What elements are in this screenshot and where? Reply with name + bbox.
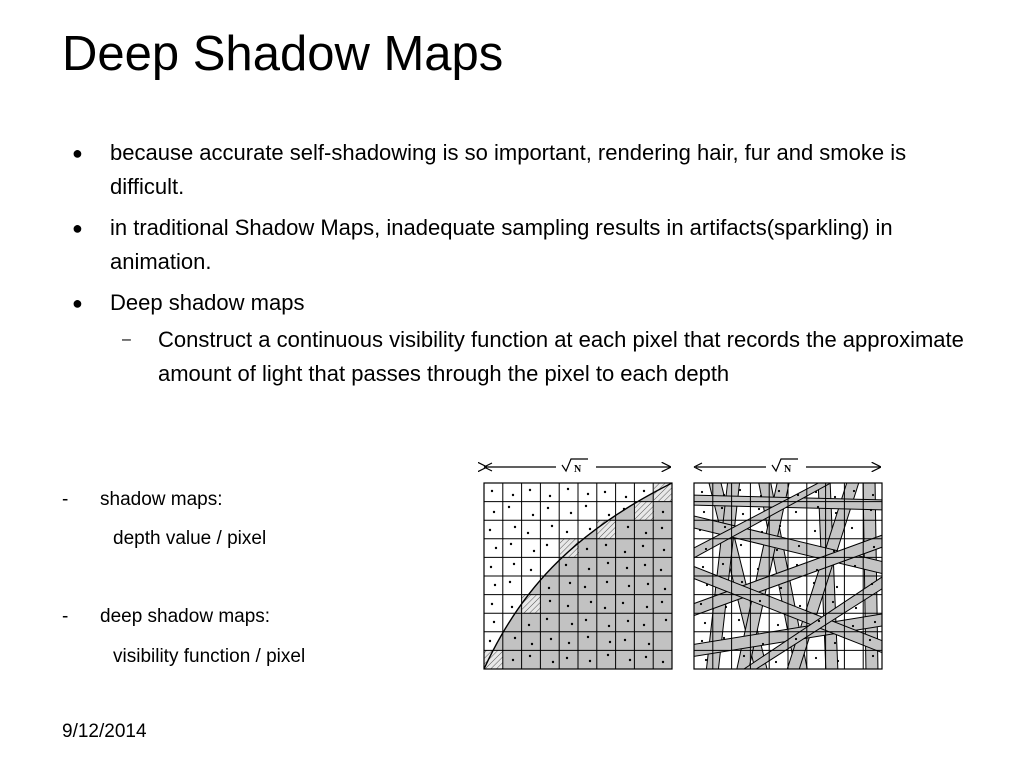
note-shadow-maps-label: shadow maps: [100,489,223,510]
note-deep-shadow-maps-detail: visibility function / pixel [113,646,306,667]
bullet-text: Deep shadow maps [110,290,305,315]
bullet-item [70,211,970,279]
bullet-item [70,136,970,204]
bullet-dot-icon: ● [72,143,83,163]
sub-bullet-dash-icon: – [122,331,131,348]
right-sqrt-n-label: N [784,464,792,475]
note-deep-shadow-maps-label: deep shadow maps: [100,606,271,627]
bullet-text: because accurate self-shadowing is so important, rendering hair, fur and smoke is difficult. [110,140,907,199]
bullet-text: in traditional Shadow Maps, inadequate sampling results in artifacts(sparkling) in animation. [110,215,893,274]
note-dash: - [62,489,69,510]
sub-bullet-item [70,323,970,391]
sub-bullet-text: Construct a continuous visibility function at each pixel that records the approximate amount of light that passes through the pixel to each depth [158,327,964,386]
bullet-item [70,286,970,320]
left-dimension-arrow [484,459,670,475]
bullet-dot-icon: ● [72,218,83,238]
right-grid [690,479,888,673]
note-dash: - [62,606,69,627]
slide-date: 9/12/2014 [62,721,147,742]
right-dimension-arrow [694,459,880,475]
slide-title: Deep Shadow Maps [62,27,504,81]
bullet-list [70,136,970,391]
sampling-figure [478,455,890,680]
left-sqrt-n-label: N [574,464,582,475]
left-grid [484,483,672,669]
bullet-dot-icon: ● [72,293,83,313]
note-shadow-maps-detail: depth value / pixel [113,528,267,549]
